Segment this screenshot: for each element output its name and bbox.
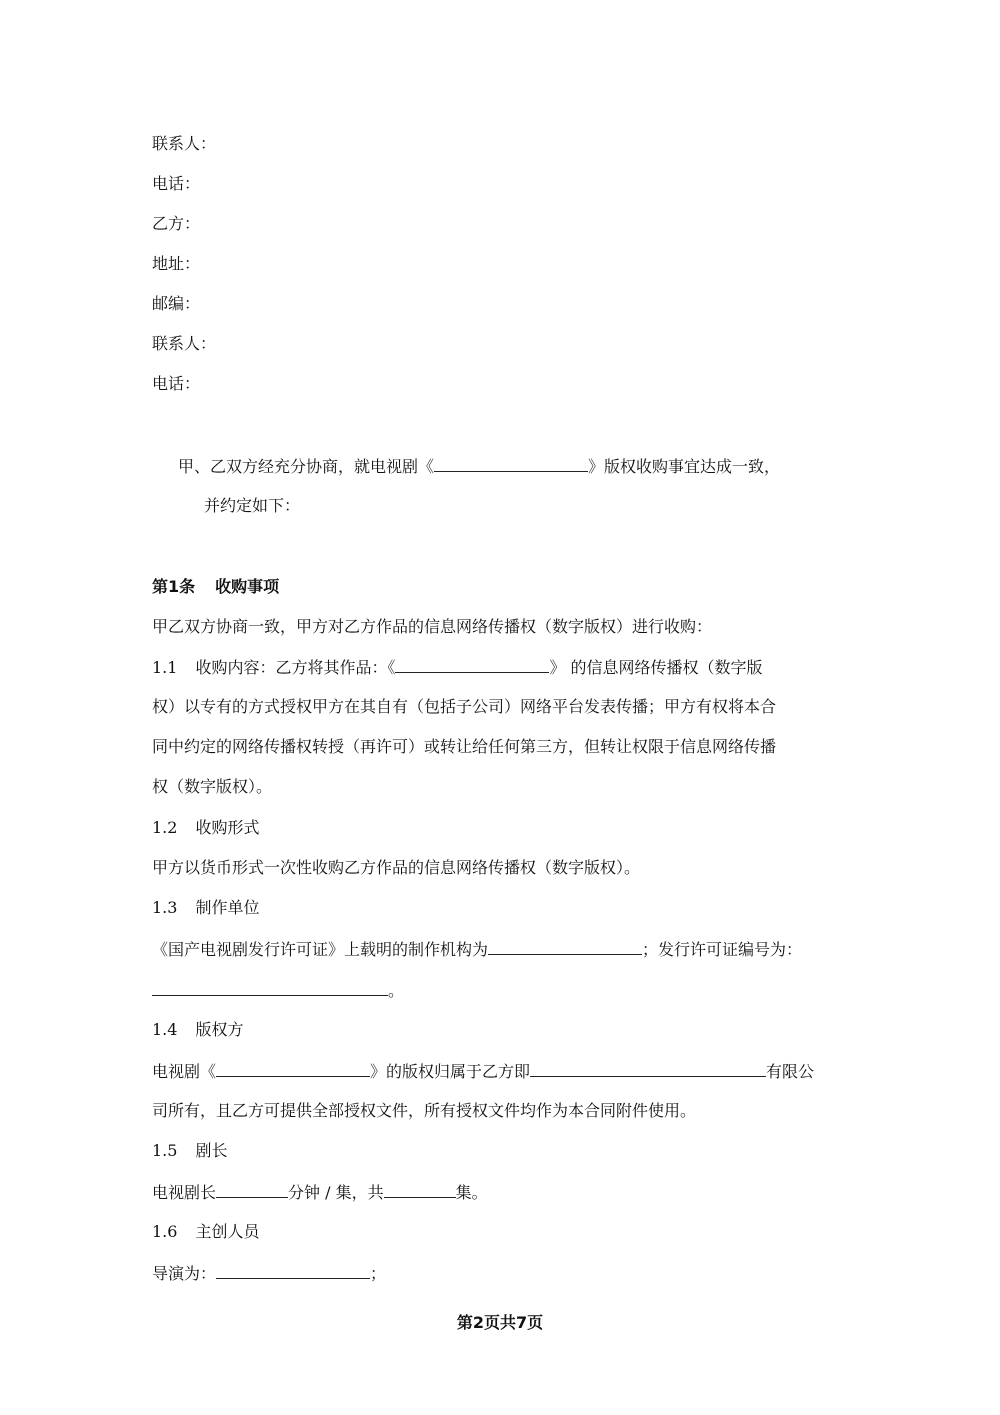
work-title-blank xyxy=(395,656,549,673)
section-1-6-director: 导演为： ； xyxy=(152,1264,387,1283)
preamble-line-1: 甲、乙双方经充分协商，就电视剧《 》版权收购事宜达成一致， xyxy=(178,457,781,476)
section-1-2-body: 甲方以货币形式一次性收购乙方作品的信息网络传播权（数字版权）。 xyxy=(152,858,641,877)
party-a-phone-label: 电话： xyxy=(152,174,201,193)
producer-blank xyxy=(488,938,642,955)
episodes-blank xyxy=(384,1181,456,1198)
company-name-blank xyxy=(530,1060,766,1077)
section-1-5-body: 电视剧长 分钟 / 集，共 集。 xyxy=(152,1183,488,1202)
party-b-label: 乙方： xyxy=(152,214,201,233)
minutes-blank xyxy=(216,1181,288,1198)
party-b-contact-label: 联系人： xyxy=(152,334,217,353)
section-1-6-heading: 1.6 主创人员 xyxy=(152,1222,260,1241)
director-blank xyxy=(216,1262,370,1279)
section-1-5-heading: 1.5 剧长 xyxy=(152,1141,228,1160)
license-number-blank xyxy=(152,979,388,996)
section-1-1-line-3: 同中约定的网络传播权转授（再许可）或转让给任何第三方，但转让权限于信息网络传播 xyxy=(152,737,777,756)
section-1-1-line-1: 1.1 收购内容：乙方将其作品：《 》 的信息网络传播权（数字版 xyxy=(152,658,763,677)
section-1-4-line-2: 司所有，且乙方可提供全部授权文件，所有授权文件均作为本合同附件使用。 xyxy=(152,1101,697,1120)
party-b-postcode-label: 邮编： xyxy=(152,294,201,313)
party-a-contact-label: 联系人： xyxy=(152,134,217,153)
section-1-3-line-2: 。 xyxy=(152,979,404,1002)
section-1-1-line-4: 权（数字版权）。 xyxy=(152,777,273,796)
preamble-line-2: 并约定如下： xyxy=(204,496,301,515)
party-b-address-label: 地址： xyxy=(152,254,201,273)
page-number: 第2页共7页 xyxy=(456,1313,544,1332)
section-1-1-line-2: 权）以专有的方式授权甲方在其自有（包括子公司）网络平台发表传播；甲方有权将本合 xyxy=(152,697,777,716)
party-b-phone-label: 电话： xyxy=(152,374,201,393)
drama-title-blank xyxy=(434,455,588,472)
drama-name-blank xyxy=(216,1060,370,1077)
article-1-heading: 第1条 收购事项 xyxy=(152,577,280,596)
section-1-2-heading: 1.2 收购形式 xyxy=(152,818,260,837)
article-1-intro: 甲乙双方协商一致，甲方对乙方作品的信息网络传播权（数字版权）进行收购： xyxy=(152,617,713,636)
section-1-3-heading: 1.3 制作单位 xyxy=(152,898,260,917)
section-1-4-heading: 1.4 版权方 xyxy=(152,1020,244,1039)
section-1-4-line-1: 电视剧《 》的版权归属于乙方即 有限公 xyxy=(152,1062,815,1081)
section-1-3-line-1: 《国产电视剧发行许可证》上载明的制作机构为 ；发行许可证编号为： xyxy=(152,940,803,959)
